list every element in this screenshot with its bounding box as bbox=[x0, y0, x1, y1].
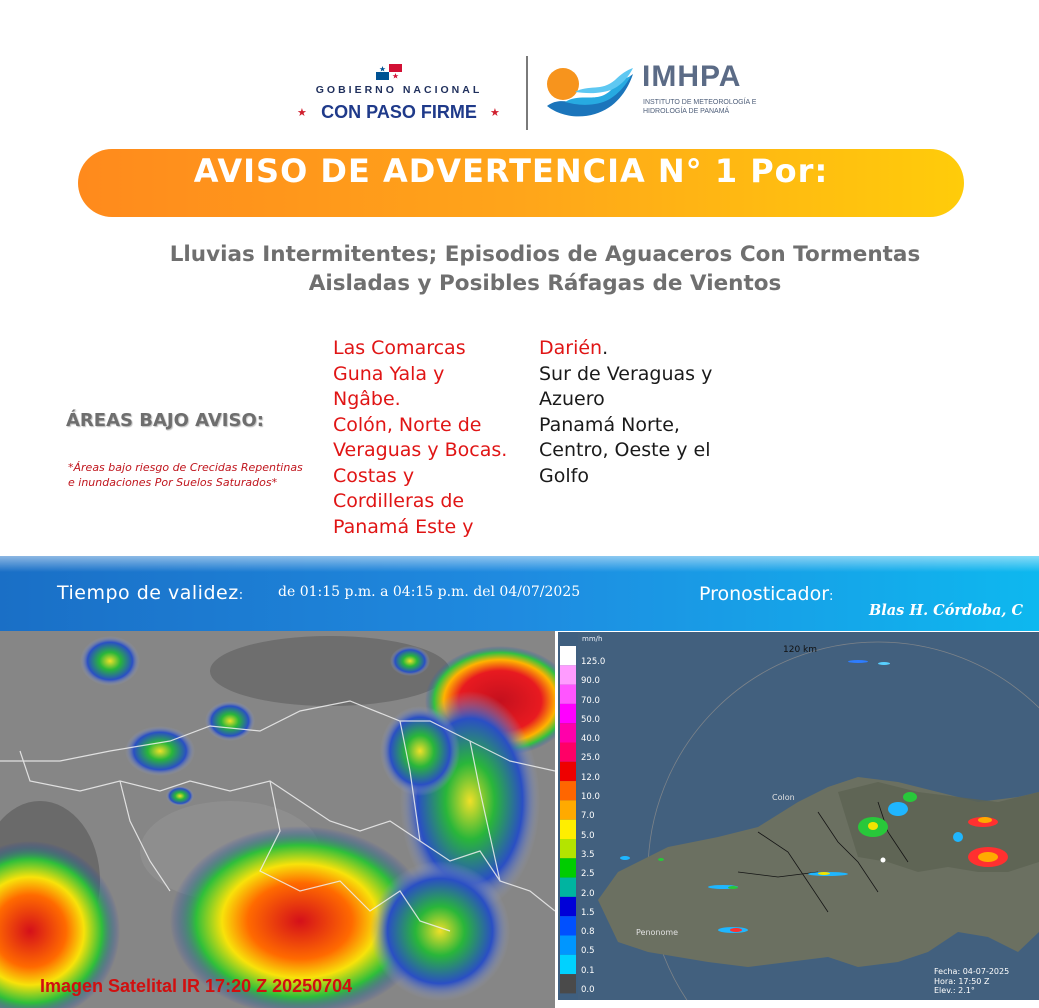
area-line bbox=[539, 336, 754, 362]
area-line: Panamá Norte, bbox=[539, 413, 680, 436]
satellite-ir-image bbox=[0, 631, 555, 1008]
radar-scale-label: 40.0 bbox=[581, 734, 600, 745]
radar-echo bbox=[848, 660, 868, 663]
validity-bar-gloss bbox=[0, 556, 1039, 572]
imhpa-logo-subtitle: INSTITUTO DE METEOROLOGÍA E HIDROLOGÍA DE PANAMÁ bbox=[643, 99, 757, 115]
radar-scale-label: 2.0 bbox=[581, 888, 595, 899]
area-line: Azuero bbox=[539, 388, 605, 410]
logo-divider bbox=[526, 56, 528, 130]
areas-note: *Áreas bajo riesgo de Crecidas Repentinas e inundaciones Por Suelos Saturados* bbox=[68, 461, 303, 489]
radar-scale-swatch bbox=[560, 878, 576, 897]
validity-value: de 01:15 p.m. a 04:15 p.m. del 04/07/2025 bbox=[278, 584, 581, 600]
radar-scale-swatch bbox=[560, 974, 576, 993]
area-darien: Darién bbox=[539, 337, 603, 359]
radar-scale-swatch bbox=[560, 743, 576, 762]
validity-label-text: Tiempo de validez bbox=[57, 582, 239, 604]
radar-scale-label: 3.5 bbox=[581, 849, 595, 860]
radar-echo bbox=[903, 792, 917, 802]
radar-scale-labels bbox=[581, 653, 617, 1000]
radar-scale-swatch bbox=[560, 916, 576, 935]
area-line: Panamá Este y bbox=[333, 515, 474, 538]
radar-scale-label: 2.5 bbox=[581, 869, 595, 880]
radar-scale-swatch bbox=[560, 646, 576, 665]
area-line: Veraguas y Bocas. bbox=[333, 439, 508, 461]
radar-elevation: Elev.: 2.1° bbox=[934, 986, 975, 995]
area-line: Centro, Oeste y el bbox=[539, 439, 711, 461]
radar-info bbox=[934, 967, 1009, 996]
radar-scale-swatch bbox=[560, 897, 576, 916]
radar-scale-label: 0.0 bbox=[581, 985, 595, 996]
area-line: Colón, Norte de bbox=[333, 413, 482, 436]
subtitle-line1: Lluvias Intermitentes; Episodios de Aguaceros Con Tormentas bbox=[169, 242, 921, 267]
panama-flag-icon bbox=[376, 64, 402, 80]
radar-scale-label: 0.5 bbox=[581, 946, 595, 957]
area-line: Cordilleras de bbox=[333, 490, 465, 512]
government-logo-line2: CON PASO FIRME bbox=[321, 102, 477, 122]
subtitle-line2: Aisladas y Posibles Ráfagas de Vientos bbox=[308, 271, 782, 296]
radar-scale-swatch bbox=[560, 781, 576, 800]
radar-echo bbox=[888, 802, 908, 816]
radar-echo bbox=[978, 852, 998, 862]
radar-echo bbox=[730, 928, 742, 932]
radar-image bbox=[558, 632, 1039, 1000]
validity-label: Tiempo de validez: bbox=[57, 582, 244, 604]
radar-scale-swatch bbox=[560, 723, 576, 742]
radar-date: Fecha: 04-07-2025 bbox=[934, 967, 1010, 976]
radar-scale-swatch bbox=[560, 685, 576, 704]
radar-echo bbox=[953, 832, 963, 842]
star-icon: ★ bbox=[297, 106, 307, 119]
radar-scale-label: 70.0 bbox=[581, 695, 600, 706]
radar-scale-swatch bbox=[560, 955, 576, 974]
radar-scale-swatch bbox=[560, 800, 576, 819]
radar-scale-swatch bbox=[560, 839, 576, 858]
radar-echo bbox=[878, 662, 890, 665]
radar-scale-label: 12.0 bbox=[581, 772, 600, 783]
radar-scale-swatch bbox=[560, 762, 576, 781]
radar-scale-label: 5.0 bbox=[581, 830, 595, 841]
radar-scale-swatch bbox=[560, 665, 576, 684]
radar-echo bbox=[818, 872, 830, 875]
areas-right-column bbox=[539, 336, 754, 489]
area-line: Golfo bbox=[539, 464, 589, 487]
radar-scale-swatch bbox=[560, 704, 576, 723]
radar-range-label: 120 km bbox=[783, 645, 818, 655]
radar-echo bbox=[868, 822, 878, 830]
radar-echo bbox=[620, 856, 630, 860]
radar-echo bbox=[658, 858, 664, 861]
forecaster-label-text: Pronosticador bbox=[699, 583, 830, 605]
radar-unit: mm/h bbox=[582, 635, 603, 643]
radar-echo bbox=[978, 817, 992, 823]
radar-scale-label: 0.1 bbox=[581, 965, 595, 976]
radar-color-scale bbox=[560, 646, 576, 993]
imhpa-wave-sun-icon bbox=[545, 62, 635, 120]
area-darien-period: . bbox=[602, 337, 609, 359]
area-line: Ngâbe. bbox=[333, 388, 401, 410]
radar-scale-label: 1.5 bbox=[581, 907, 595, 918]
areas-label: ÁREAS BAJO AVISO: bbox=[66, 410, 264, 431]
radar-scale-label: 125.0 bbox=[581, 657, 606, 667]
radar-time: Hora: 17:50 Z bbox=[934, 976, 990, 986]
satellite-caption: Imagen Satelital IR 17:20 Z 20250704 bbox=[40, 976, 353, 996]
forecaster-name: Blas H. Córdoba, C bbox=[869, 602, 1023, 619]
imhpa-logo-name: IMHPA bbox=[642, 60, 742, 93]
government-logo-line1: GOBIERNO NACIONAL bbox=[315, 84, 483, 96]
areas-left-column bbox=[333, 336, 538, 540]
radar-scale-label: 25.0 bbox=[581, 753, 600, 764]
radar-scale-label: 0.8 bbox=[581, 927, 595, 938]
star-icon: ★ bbox=[490, 106, 500, 119]
area-line: Sur de Veraguas y bbox=[539, 362, 713, 385]
area-line: Las Comarcas bbox=[333, 337, 466, 359]
radar-echo bbox=[728, 886, 738, 889]
warning-subtitle bbox=[60, 240, 1030, 298]
area-line: Guna Yala y bbox=[333, 362, 445, 385]
radar-scale-label: 50.0 bbox=[581, 714, 600, 725]
radar-scale-label: 10.0 bbox=[581, 792, 600, 803]
radar-site-marker bbox=[881, 858, 886, 863]
radar-scale-swatch bbox=[560, 936, 576, 955]
radar-scale-swatch bbox=[560, 858, 576, 877]
radar-scale-swatch bbox=[560, 820, 576, 839]
forecaster-label: Pronosticador: bbox=[699, 583, 834, 605]
area-line: Costas y bbox=[333, 464, 415, 487]
warning-title: AVISO DE ADVERTENCIA N° 1 Por: bbox=[193, 152, 829, 190]
radar-place-colon: Colon bbox=[772, 793, 795, 802]
radar-place-penonome: Penonome bbox=[636, 928, 679, 937]
radar-scale-label: 7.0 bbox=[581, 811, 595, 822]
radar-scale-label: 90.0 bbox=[581, 676, 600, 687]
